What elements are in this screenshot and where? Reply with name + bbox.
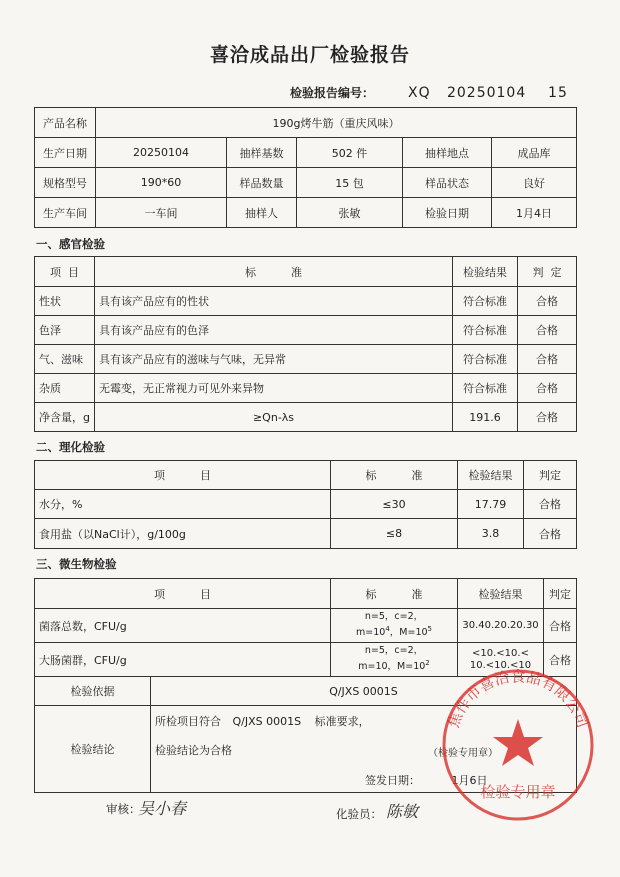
micro-h-judge: 判定 [544, 579, 577, 609]
sensory-std: ≥Qn-λs [95, 403, 453, 432]
physchem-result: 3.8 [458, 519, 524, 549]
micro-std-exp1: 4 [385, 625, 390, 634]
physchem-result: 17.79 [458, 490, 524, 519]
micro-std-exp2: 5 [427, 625, 432, 634]
micro-std-line2: m=10，M=10 [358, 661, 426, 673]
table-row [35, 287, 577, 316]
workshop: 一车间 [96, 198, 227, 228]
sensory-h-std: 标 准 [95, 257, 453, 287]
conclusion-label: 检验结论 [35, 706, 151, 793]
physchem-std: ≤30 [331, 490, 458, 519]
micro-std-line2b: ，M=10 [389, 627, 428, 639]
sensory-item: 气、滋味 [35, 345, 95, 374]
sensory-std: 具有该产品应有的性状 [95, 287, 453, 316]
product-name-label: 产品名称 [35, 108, 96, 138]
workshop-label: 生产车间 [35, 198, 96, 228]
sampler: 张敏 [297, 198, 403, 228]
physchem-h-result: 检验结果 [458, 461, 524, 490]
test-date-label: 检验日期 [403, 198, 492, 228]
micro-std [331, 643, 458, 677]
sensory-result: 符合标准 [453, 316, 518, 345]
micro-std-line2: m=10 [356, 627, 386, 639]
sample-state-label: 样品状态 [403, 168, 492, 198]
sensory-table [34, 256, 577, 432]
micro-h-result: 检验结果 [458, 579, 544, 609]
sample-qty: 15 包 [297, 168, 403, 198]
spec: 190*60 [96, 168, 227, 198]
micro-judge: 合格 [544, 609, 577, 643]
sample-base-label: 抽样基数 [227, 138, 297, 168]
sensory-judge: 合格 [518, 374, 577, 403]
sensory-item: 净含量，g [35, 403, 95, 432]
sensory-judge: 合格 [518, 287, 577, 316]
prod-date-label: 生产日期 [35, 138, 96, 168]
micro-std-line1: n=5，c=2， [364, 611, 424, 623]
physchem-judge: 合格 [524, 490, 577, 519]
sensory-h-result: 检验结果 [453, 257, 518, 287]
reviewer-label: 审核： [106, 802, 141, 816]
micro-h-std: 标 准 [331, 579, 458, 609]
micro-table [34, 578, 577, 677]
seal-bottom-text: 检验专用章 [480, 783, 556, 801]
product-name: 190g烤牛筋（重庆风味） [96, 108, 577, 138]
sensory-result: 符合标准 [453, 345, 518, 374]
micro-result: 30.40.20.20.30 [458, 609, 544, 643]
physchem-heading: 二、理化检验 [36, 440, 105, 454]
conclusion-line1 [155, 713, 370, 729]
seal-note: （检验专用章） [428, 748, 498, 759]
micro-item: 大肠菌群，CFU/g [35, 643, 331, 677]
sensory-judge: 合格 [518, 316, 577, 345]
physchem-std: ≤8 [331, 519, 458, 549]
product-info-table [34, 107, 577, 228]
tester-label: 化验员： [336, 807, 382, 821]
micro-std-line1: n=5，c=2， [364, 645, 424, 657]
conclusion-line2: 检验结论为合格 [155, 744, 232, 757]
physchem-item: 水分，% [35, 490, 331, 519]
micro-result-line2: 10.<10.<10 [469, 659, 532, 671]
table-row [35, 403, 577, 432]
physchem-h-judge: 判定 [524, 461, 577, 490]
sensory-h-judge: 判 定 [518, 257, 577, 287]
table-row [35, 609, 577, 643]
sensory-std: 具有该产品应有的滋味与气味，无异常 [95, 345, 453, 374]
reviewer-signature: 吴小春 [138, 799, 187, 818]
physchem-table [34, 460, 577, 549]
table-row [35, 316, 577, 345]
sensory-judge: 合格 [518, 345, 577, 374]
seal-star-icon [493, 719, 543, 766]
physchem-h-std: 标 准 [331, 461, 458, 490]
prod-date: 20250104 [96, 138, 227, 168]
micro-heading: 三、微生物检验 [36, 557, 117, 571]
micro-std [331, 609, 458, 643]
micro-result-line1: <10.<10.< [472, 647, 529, 659]
sensory-item: 色泽 [35, 316, 95, 345]
micro-item: 菌落总数，CFU/g [35, 609, 331, 643]
seal-ring-text: 焦作市喜洽食品有限公司 [444, 667, 592, 731]
spec-label: 规格型号 [35, 168, 96, 198]
sensory-result: 符合标准 [453, 374, 518, 403]
report-number-label: 检验报告编号： [290, 86, 375, 100]
report-title: 喜洽成品出厂检验报告 [209, 44, 410, 66]
table-row [35, 519, 577, 549]
sample-place: 成品库 [492, 138, 577, 168]
sampler-label: 抽样人 [227, 198, 297, 228]
sensory-result: 符合标准 [453, 287, 518, 316]
sample-qty-label: 样品数量 [227, 168, 297, 198]
sample-base: 502 件 [297, 138, 403, 168]
micro-judge: 合格 [544, 643, 577, 677]
conclusion-line1b: Q/JXS 0001S [232, 715, 302, 728]
report-number [290, 84, 568, 101]
test-date: 1月4日 [492, 198, 577, 228]
sensory-heading: 一、感官检验 [36, 237, 105, 251]
tester-signature: 陈敏 [386, 802, 419, 821]
sign-date-label: 签发日期： [365, 774, 420, 787]
sensory-std: 无霉变，无正常视力可见外来异物 [95, 374, 453, 403]
micro-std-exp2: 2 [425, 659, 430, 668]
physchem-item: 食用盐（以NaCl计），g/100g [35, 519, 331, 549]
sensory-std: 具有该产品应有的色泽 [95, 316, 453, 345]
sample-place-label: 抽样地点 [403, 138, 492, 168]
sensory-item: 杂质 [35, 374, 95, 403]
report-number-value: XQ 20250104 15 [408, 85, 568, 101]
physchem-judge: 合格 [524, 519, 577, 549]
table-row [35, 374, 577, 403]
official-seal [440, 667, 596, 823]
sensory-result: 191.6 [453, 403, 518, 432]
sensory-h-item: 项 目 [35, 257, 95, 287]
conclusion-line1a: 所检项目符合 [155, 715, 221, 728]
table-row [35, 490, 577, 519]
micro-h-item: 项 目 [35, 579, 331, 609]
sensory-item: 性状 [35, 287, 95, 316]
basis-value: Q/JXS 0001S [151, 677, 577, 706]
table-row [35, 345, 577, 374]
conclusion-line1c: 标准要求， [314, 715, 370, 728]
sign-date-value: 1月6日 [451, 774, 488, 787]
sensory-judge: 合格 [518, 403, 577, 432]
sample-state: 良好 [492, 168, 577, 198]
basis-label: 检验依据 [35, 677, 151, 706]
physchem-h-item: 项 目 [35, 461, 331, 490]
